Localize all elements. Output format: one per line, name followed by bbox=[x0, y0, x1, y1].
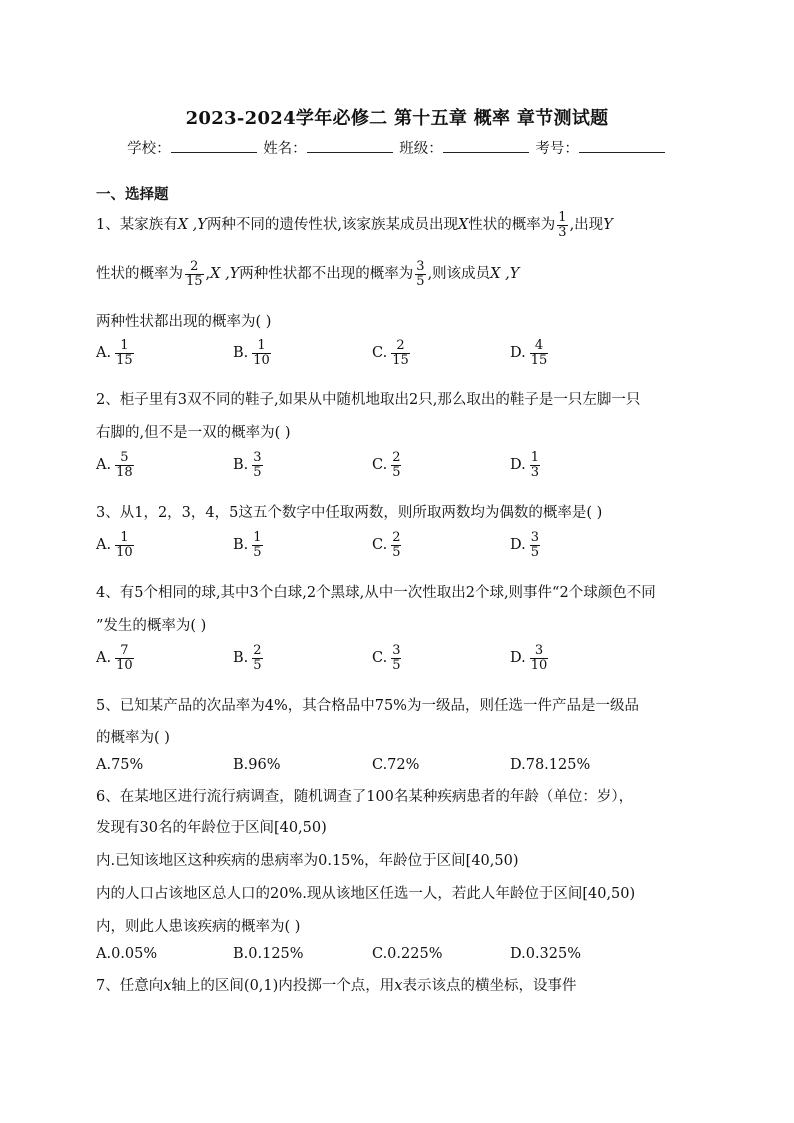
q7-text: 表示该点的横坐标，设事件 bbox=[402, 978, 577, 994]
q3-line-1: 3、从1，2，3，4，5这五个数字中任取两数，则所取两数均为偶数的概率是( ) bbox=[96, 505, 603, 521]
q6-line-2: 发现有30名的年龄位于区间[40,50) bbox=[96, 820, 327, 836]
q1-vars: X ,Y bbox=[490, 266, 520, 283]
class-label: 班级： bbox=[399, 141, 443, 157]
q3-option-c[interactable]: C. $\frac{2}{5}$ bbox=[372, 530, 401, 560]
q2-option-b[interactable]: B. $\frac{3}{5}$ bbox=[233, 450, 262, 480]
page-title: 2023-2024学年必修二 第十五章 概率 章节测试题 bbox=[185, 108, 609, 129]
q1-option-b[interactable]: B. $\frac{1}{10}$ bbox=[233, 338, 270, 368]
q7-interval: (0,1) bbox=[243, 978, 279, 994]
q7-line-1 bbox=[96, 974, 576, 995]
q1-text: ,则该成员 bbox=[427, 266, 491, 283]
q1-fraction: $\frac{1}{3}$ bbox=[558, 210, 567, 240]
q1-text: ,出现 bbox=[569, 217, 604, 234]
q4-line-2: ”发生的概率为( ) bbox=[96, 618, 207, 634]
q7-var-x: x bbox=[163, 978, 172, 994]
q5-option-a[interactable]: A.75% bbox=[96, 757, 144, 773]
q7-var-x: x bbox=[394, 978, 403, 994]
q1-vars: X ,Y bbox=[177, 217, 207, 234]
name-label: 姓名： bbox=[263, 141, 307, 157]
q4-option-b[interactable]: B. $\frac{2}{5}$ bbox=[233, 643, 262, 673]
q2-option-c[interactable]: C. $\frac{2}{5}$ bbox=[372, 450, 401, 480]
q1-line-1 bbox=[96, 211, 613, 239]
q4-option-a[interactable]: A. $\frac{7}{10}$ bbox=[96, 643, 133, 673]
q1-option-a[interactable]: A. $\frac{1}{15}$ bbox=[96, 338, 133, 368]
q6-line-5: 内，则此人患该疾病的概率为( ) bbox=[96, 919, 301, 935]
q1-text: 性状的概率为 bbox=[468, 217, 556, 234]
q1-text: 性状的概率为 bbox=[96, 266, 183, 283]
school-label: 学校： bbox=[127, 141, 171, 157]
q4-option-c[interactable]: C. $\frac{3}{5}$ bbox=[372, 643, 401, 673]
q7-text: 内投掷一个点，用 bbox=[278, 978, 395, 994]
name-blank[interactable] bbox=[307, 139, 393, 153]
q1-text: 两种性状都不出现的概率为 bbox=[239, 266, 414, 283]
q6-option-c[interactable]: C.0.225% bbox=[372, 946, 443, 962]
q1-text: 1、某家族有 bbox=[96, 217, 178, 234]
q6-line-3: 内.已知该地区这种疾病的患病率为0.15%，年龄位于区间[40,50) bbox=[96, 853, 519, 869]
q1-line-3: 两种性状都出现的概率为( ) bbox=[96, 314, 272, 330]
q6-line-1: 6、在某地区进行流行病调查，随机调查了100名某种疾病患者的年龄（单位：岁）， bbox=[96, 789, 634, 805]
q1-fraction: $\frac{2}{15}$ bbox=[186, 259, 203, 289]
q7-text: 7、任意向 bbox=[96, 978, 164, 994]
q1-option-c[interactable]: C. $\frac{2}{15}$ bbox=[372, 338, 409, 368]
q3-option-a[interactable]: A. $\frac{1}{10}$ bbox=[96, 530, 133, 560]
q4-line-1: 4、有5个相同的球,其中3个白球,2个黑球,从中一次性取出2个球,则事件“2个球颜色不同 bbox=[96, 585, 656, 601]
q2-option-a[interactable]: A. $\frac{5}{18}$ bbox=[96, 450, 133, 480]
q2-line-2: 右脚的,但不是一双的概率为( ) bbox=[96, 425, 291, 441]
q1-text: 两种不同的遗传性状,该家族某成员出现 bbox=[206, 217, 458, 234]
q2-line-1: 2、柜子里有3双不同的鞋子,如果从中随机地取出2只,那么取出的鞋子是一只左脚一只 bbox=[96, 392, 641, 408]
q2-option-d[interactable]: D. $\frac{1}{3}$ bbox=[510, 450, 539, 480]
q1-vars: X ,Y bbox=[210, 266, 240, 283]
q5-option-b[interactable]: B.96% bbox=[233, 757, 281, 773]
q5-option-c[interactable]: C.72% bbox=[372, 757, 420, 773]
q1-var-x: X bbox=[457, 217, 469, 234]
q1-fraction: $\frac{3}{5}$ bbox=[416, 259, 425, 289]
q3-option-b[interactable]: B. $\frac{1}{5}$ bbox=[233, 530, 262, 560]
q1-text: , bbox=[205, 266, 211, 283]
number-blank[interactable] bbox=[579, 139, 665, 153]
q5-option-d[interactable]: D.78.125% bbox=[510, 757, 591, 773]
q7-text: 轴上的区间 bbox=[171, 978, 244, 994]
q1-line-2 bbox=[96, 260, 519, 288]
q5-line-2: 的概率为( ) bbox=[96, 730, 170, 746]
q6-line-4: 内的人口占该地区总人口的20%.现从该地区任选一人，若此人年龄位于区间[40,50) bbox=[96, 886, 636, 902]
number-label: 考号： bbox=[535, 141, 579, 157]
q6-option-d[interactable]: D.0.325% bbox=[510, 946, 582, 962]
q6-option-b[interactable]: B.0.125% bbox=[233, 946, 304, 962]
q5-line-1: 5、已知某产品的次品率为4%，其合格品中75%为一级品，则任选一件产品是一级品 bbox=[96, 698, 639, 714]
school-blank[interactable] bbox=[171, 139, 257, 153]
q1-option-d[interactable]: D. $\frac{4}{15}$ bbox=[510, 338, 548, 368]
student-info-row bbox=[0, 137, 794, 158]
q1-var-y: Y bbox=[603, 217, 613, 234]
class-blank[interactable] bbox=[443, 139, 529, 153]
q4-option-d[interactable]: D. $\frac{3}{10}$ bbox=[510, 643, 548, 673]
q3-option-d[interactable]: D. $\frac{3}{5}$ bbox=[510, 530, 539, 560]
q6-option-a[interactable]: A.0.05% bbox=[96, 946, 158, 962]
section-heading: 一、选择题 bbox=[96, 186, 169, 203]
